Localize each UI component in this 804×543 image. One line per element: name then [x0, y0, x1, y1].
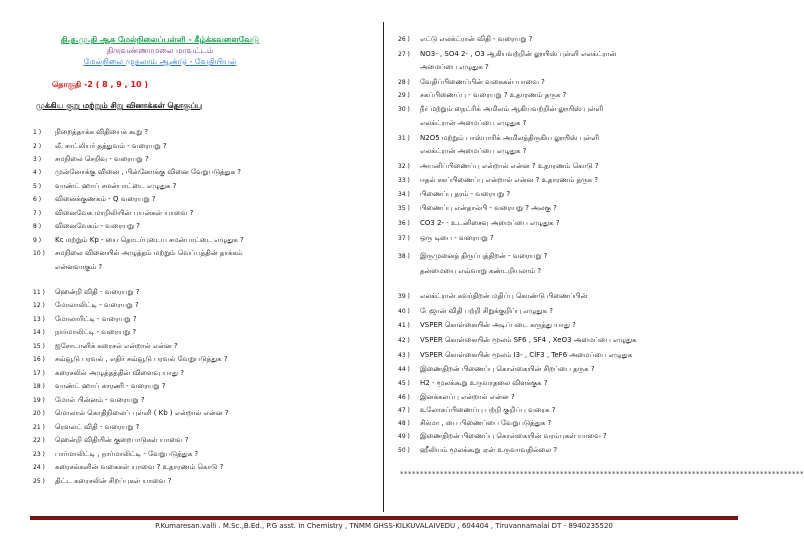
question-text: ரௌலட் விதி - வரையறு ? [55, 423, 140, 431]
question-item [398, 445, 557, 456]
question-number: 20 ) [33, 410, 45, 417]
class-subject: மேல்நிலை முதலாம் ஆண்டு - வேதியியல் [83, 57, 237, 66]
district-name: திருவண்ணாமலை மாவட்டம் [106, 46, 214, 55]
question-number: 30 ) [398, 106, 410, 113]
question-item [398, 335, 637, 346]
question-item [398, 218, 559, 229]
question-number: 7 ) [33, 210, 42, 217]
question-text: N2O5 மற்றும் பாஸ்பாரிக் அமிலத்திருகிய லூயிஸ் புள்ளி [420, 134, 599, 142]
question-item [398, 350, 632, 361]
question-text: எட்டு எலக்ட்ரான் விதி - வரையறு ? [420, 35, 533, 43]
question-number: 35 ) [398, 205, 410, 212]
question-item [398, 133, 599, 144]
question-number: 44 ) [398, 366, 410, 373]
question-item [398, 378, 548, 389]
question-text: வினைக்குணகம் - Q வரையறு ? [55, 195, 156, 203]
separator-stars: ***************************************************************************************************** [400, 470, 804, 478]
question-text: வாண்ட் ஹாப் காரணி - வரையறு ? [55, 382, 166, 390]
question-item [398, 34, 533, 45]
question-text: Kc மற்றும் Kp - யை தொடர்புடைய சமன்பாட்டை எழுதுக ? [55, 236, 244, 244]
question-number: 16 ) [33, 356, 45, 363]
question-text: ஹீலியம் மூலக்கூறு ஏன் உருவாவதில்லை ? [420, 446, 558, 454]
question-item [398, 175, 598, 186]
question-text: VSPER கொள்கையின் மூலம் SF6 , SF4 , XeO3 அமைப்பை எழுதுக [420, 336, 637, 344]
question-number: 3 ) [33, 156, 42, 163]
question-text: வாண்ட் ஹாப் சமன்பாட்டை எழுதுக ? [55, 182, 177, 190]
question-item [33, 221, 140, 232]
question-number: 9 ) [33, 237, 42, 244]
question-text: ஐசோடானிக் கரைசல் என்றால் என்ன ? [55, 342, 178, 350]
question-number: 13 ) [33, 316, 45, 323]
question-text: CO3 2- - உடனிசைவு அமைப்பை எழுதுக ? [420, 219, 560, 227]
question-item [398, 251, 547, 262]
question-item [33, 167, 241, 178]
question-item [33, 287, 139, 298]
question-number: 49 ) [398, 433, 410, 440]
question-text: இணைதிறன் பிணைப்பு கொள்கையின் சிறப்பை தருக ? [420, 365, 595, 373]
question-number: 42 ) [398, 337, 410, 344]
question-number: 40 ) [398, 308, 410, 315]
question-text: சவ்வூடு பரவல் , எதிர் சவ்வூடு பரவல் வேறுபடுத்துக ? [55, 355, 228, 363]
question-item [398, 291, 587, 302]
question-text: எலக்ட்ரான் கவர்திறன் மதிப்பு கொண்டு பிணைப்பின் [420, 292, 588, 300]
question-item [33, 127, 148, 138]
question-item [398, 161, 599, 172]
question-number: 2 ) [33, 143, 42, 150]
question-continuation: எலக்ட்ரான் அமைப்பை எழுதுக ? [420, 147, 527, 155]
question-item [33, 341, 178, 352]
question-text: நீர் மற்றும் நைட்ரிக் அமிலம் ஆகியவற்றின் லூயிஸ் புள்ளி [420, 105, 604, 113]
section-subtitle: முக்கிய குறு மற்றும் சிறு வினாக்கள் தொகுப்பு [36, 101, 203, 110]
question-item [33, 141, 167, 152]
question-text: NO3- , SO4 2- , O3 ஆகியவற்றின் லூயிஸ் புள்ளி எலக்ட்ரான் [420, 50, 617, 58]
question-text: H2 - மூலக்கூறு உருவாதலை விளக்குக ? [420, 379, 548, 387]
question-text: இருமுனைத் திருப்புத்திறன் - வரையறு ? [420, 252, 548, 260]
question-item [33, 208, 193, 219]
question-number: 25 ) [33, 478, 45, 485]
question-item [33, 462, 223, 473]
question-number: 28 ) [398, 79, 410, 86]
question-continuation: அமைப்பை எழுதுக ? [420, 63, 489, 71]
question-text: வேதிப்பிணைப்பின் வகைகள் யாவை ? [420, 78, 545, 86]
school-name: தி.த.மு.தி ஆக மேல்நிலைப்பள்ளி - கீழ்க்கவளைவேடு [60, 35, 260, 44]
question-text: சமநிலை வினையில் அழுத்தம் மற்றும் வெப்பத்தின் தாக்கம் [55, 249, 243, 257]
question-item [33, 248, 243, 259]
question-item [33, 435, 189, 446]
question-item [398, 104, 603, 115]
question-item [398, 90, 566, 101]
question-item [33, 235, 244, 246]
question-item [398, 203, 557, 214]
question-item [33, 476, 171, 487]
question-text: முன்னோக்கு வினை , பின்னோக்கு வினை வேறுபடுத்துக ? [55, 168, 242, 176]
question-text: சிக்மா , பை பிணைப்பை வேறுபடுத்துக ? [420, 419, 552, 427]
question-text: கரைசல்களின் வகைகள் யாவை ? உதாரணம் கொடு ? [55, 463, 224, 471]
question-continuation: தன்மையை எவ்வாறு கண்டறியலாம் ? [420, 267, 542, 275]
question-text: பேஜான் விதி பற்றி சிறுக்குறிப்பு எழுதுக ? [420, 307, 553, 315]
question-text: அயனிப்பிணைப்பு என்றால் என்ன ? உதாரணம் கொடு ? [420, 162, 599, 170]
question-text: ஈதல் சகப்பிணைப்பு என்றால் என்ன ? உதாரணம் தருக ? [420, 176, 598, 184]
question-text: வினைவேகம் - வரையறு ? [55, 222, 140, 230]
question-item [33, 408, 229, 419]
question-item [398, 233, 494, 244]
question-item [33, 154, 149, 165]
question-number: 39 ) [398, 293, 410, 300]
question-number: 41 ) [398, 322, 410, 329]
question-text: மொலால் கொதிநிலைப் புள்ளி ( Kb ) என்றால் என்ன ? [55, 409, 229, 417]
question-number: 21 ) [33, 424, 45, 431]
question-text: உலோகப்பிணைப்பு பற்றி குறிப்பு வரைக ? [420, 406, 556, 414]
question-text: பார்மாலிட்டி , நார்மாலிட்டி - வேறுபடுத்துக ? [55, 450, 199, 458]
question-text: பிணைப்பு என்தால்பி - வரையறு ? அலகு ? [420, 204, 557, 212]
question-number: 43 ) [398, 352, 410, 359]
question-text: ஹென்றி விதியின் குறைபாடுகள் யாவை ? [55, 436, 189, 444]
question-number: 24 ) [33, 464, 45, 471]
question-item [398, 189, 510, 200]
question-text: ஒரு டிபை - வரையறு ? [420, 234, 494, 242]
question-text: மோலாரிட்டி - வரையறு ? [55, 315, 137, 323]
footer-text: P.Kumaresan.valli . M.Sc.,B.Ed., P.G asst. In Chemistry , TNMM GHSS-KILKUVALAIVEDU , 604404 , Tiruvannamalai DT - 8940235520 [155, 522, 613, 530]
question-text: வினைவேக மாறிலியின் பயன்கள் யாவை ? [55, 209, 194, 217]
question-item [33, 395, 145, 406]
question-item [33, 381, 166, 392]
question-text: மோலாலிட்டி - வரையறு ? [55, 301, 139, 309]
question-text: சமநிலை செறிவு - வரையறு ? [55, 155, 149, 163]
question-text: மோல் பின்னம் - வரையறு ? [55, 396, 145, 404]
question-number: 46 ) [398, 394, 410, 401]
question-item [398, 77, 545, 88]
question-text: இணைதிறன் பிணைப்பு கொள்கையின் வரம்புகள் யாவை ? [420, 432, 607, 440]
question-item [33, 422, 139, 433]
question-number: 14 ) [33, 329, 45, 336]
question-number: 22 ) [33, 437, 45, 444]
question-number: 10 ) [33, 250, 45, 257]
question-item [33, 354, 228, 365]
question-text: லீ. சாட்லியர் தத்துவம் - வரையறு ? [55, 142, 167, 150]
question-item [33, 314, 137, 325]
question-item [398, 320, 576, 331]
question-number: 11 ) [33, 289, 45, 296]
question-number: 31 ) [398, 135, 410, 142]
question-text: இனக்கலப்பு என்றால் என்ன ? [420, 393, 515, 401]
question-item [33, 368, 184, 379]
question-number: 34 ) [398, 191, 410, 198]
question-item [398, 49, 616, 60]
footer-bar [30, 516, 738, 520]
question-text: சகப்பிணைப்பு - வரையறு ? உதாரணம் தருக ? [420, 91, 567, 99]
question-number: 18 ) [33, 383, 45, 390]
question-item [398, 418, 551, 429]
question-item [33, 449, 198, 460]
question-text: கரைசலில் அழுத்தத்தின் விளைவு யாது ? [55, 369, 184, 377]
question-number: 50 ) [398, 447, 410, 454]
question-text: VSPER கொள்கையின் மூலம் I3- , ClF3 , TeF6 அமைப்பை எழுதுக [420, 351, 633, 359]
question-number: 29 ) [398, 92, 410, 99]
question-number: 12 ) [33, 302, 45, 309]
question-item [33, 327, 136, 338]
question-number: 15 ) [33, 343, 45, 350]
question-item [398, 431, 607, 442]
question-item [398, 306, 553, 317]
question-text: ஹென்றி விதி - வரையறு ? [55, 288, 140, 296]
question-number: 37 ) [398, 235, 410, 242]
question-item [33, 194, 156, 205]
question-number: 38 ) [398, 253, 410, 260]
question-number: 8 ) [33, 223, 42, 230]
question-number: 26 ) [398, 36, 410, 43]
question-number: 36 ) [398, 220, 410, 227]
question-text: நிறைத்தாக்க விதியைக் கூறு ? [55, 128, 148, 136]
question-number: 4 ) [33, 169, 42, 176]
question-text: திட்ட கரைசலின் சிறப்புகள் யாவை ? [55, 477, 172, 485]
question-number: 48 ) [398, 420, 410, 427]
question-number: 33 ) [398, 177, 410, 184]
question-number: 27 ) [398, 51, 410, 58]
column-divider [383, 22, 384, 512]
question-item [33, 300, 139, 311]
question-text: பிணைப்பு தரம் - வரையறு ? [420, 190, 511, 198]
question-continuation: எலக்ட்ரான் அமைப்பை எழுதுக ? [420, 119, 527, 127]
question-item [398, 392, 515, 403]
question-number: 1 ) [33, 129, 42, 136]
question-text: VSPER கொள்கையின் அடிப்படை கருத்து யாது ? [420, 321, 576, 329]
question-item [398, 405, 555, 416]
question-number: 45 ) [398, 380, 410, 387]
question-text: நார்மாலிட்டி - வரையறு ? [55, 328, 137, 336]
unit-title: தொகுதி -2 ( 8 , 9 , 10 ) [52, 80, 149, 89]
question-item [398, 364, 595, 375]
question-number: 5 ) [33, 183, 42, 190]
question-number: 19 ) [33, 397, 45, 404]
question-number: 23 ) [33, 451, 45, 458]
question-number: 17 ) [33, 370, 45, 377]
question-number: 32 ) [398, 163, 410, 170]
question-item [33, 181, 176, 192]
question-number: 47 ) [398, 407, 410, 414]
question-continuation: என்னவாகும் ? [55, 263, 103, 271]
question-number: 6 ) [33, 196, 42, 203]
